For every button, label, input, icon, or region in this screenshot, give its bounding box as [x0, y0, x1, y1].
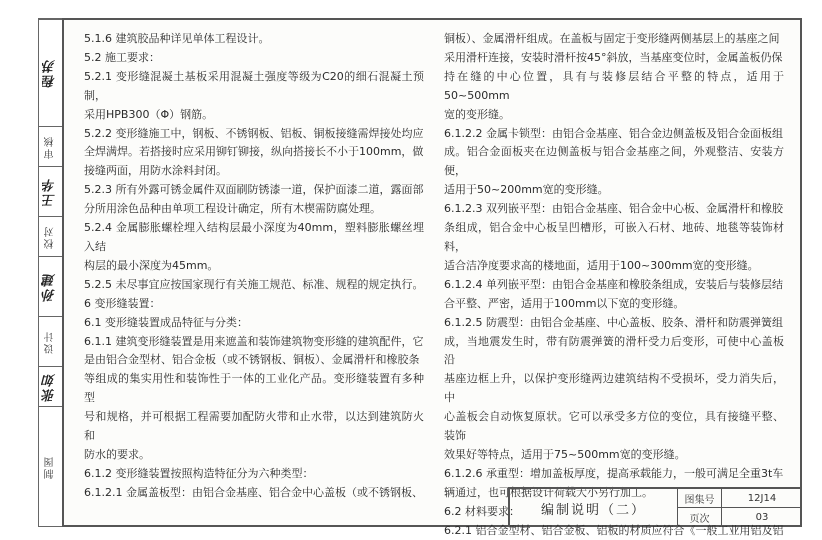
signature: 张如 — [43, 371, 58, 402]
title-block — [508, 487, 802, 527]
strip-label: 制图 — [45, 454, 56, 479]
left-text-column — [84, 30, 424, 503]
text-line: 5.2.3 所有外露可锈金属件双面刷防锈漆一道，保护面漆二道，露面部 — [84, 183, 424, 197]
strip-signature-drafting — [39, 366, 62, 406]
signature-strip — [38, 18, 62, 527]
text-line: 成，当地震发生时，带有防震弹簧的滑杆受力后变形，可使中心盖板沿 — [444, 334, 784, 367]
text-line: 适合洁净度要求高的楼地面，适用于100~300mm宽的变形缝。 — [444, 258, 759, 272]
text-line: 6.1 变形缝装置成品特征与分类： — [84, 315, 248, 329]
signature: 程苏 — [43, 58, 58, 88]
page-number-value: 03 — [755, 512, 769, 523]
sheet-title: 编制说明（二） — [510, 489, 678, 527]
text-line: 条组成，铝合金中心板呈凹槽形，可嵌入石材、地砖、地毯等装饰材料， — [444, 221, 784, 253]
text-line: 持在缝的中心位置，具有与装修层结合平整的特点，适用于50~500mm — [444, 69, 784, 102]
text-line: 效果好等特点，适用于75~500mm宽的变形缝。 — [444, 447, 686, 461]
text-line: 6.1.2 变形缝装置按照构造特征分为六种类型： — [84, 466, 314, 480]
text-line: 5.2.1 变形缝混凝土基板采用混凝土强度等级为C20的细石混凝土预制， — [84, 69, 424, 102]
text-line: 构层的最小深度为45mm。 — [84, 258, 219, 272]
text-line: 是由铝合金型材、铝合金板（或不锈钢板、铜板）、金属滑杆和橡胶条 — [84, 353, 420, 367]
atlas-number-value: 12J14 — [722, 489, 802, 508]
text-line: 宽的变形缝。 — [444, 107, 510, 121]
text-line: 等组成的集实用性和装饰性于一体的工业化产品。变形缝装置有多种型 — [84, 372, 424, 405]
text-line: 6.1.2.2 金属卡锁型：由铝合金基座、铝合金边侧盖板及铝合金面板组 — [444, 126, 783, 140]
strip-label: 校对 — [45, 224, 56, 249]
text-line: 5.2 施工要求： — [84, 50, 160, 64]
text-line: 6.1.2.1 金属盖板型：由铝合金基座、铝合金中心盖板（或不锈钢板、 — [84, 485, 423, 499]
text-line: 5.1.6 建筑胶品种详见单体工程设计。 — [84, 32, 270, 45]
strip-cell-drafting — [39, 406, 62, 526]
right-text-column — [444, 30, 784, 540]
text-line: 6.1.2.5 防震型：由铝合金基座、中心盖板、胶条、滑杆和防震弹簧组 — [444, 315, 783, 329]
text-line: 全焊满焊。若搭接时应采用铆钉铆接，纵向搭接长不小于100mm，做 — [84, 145, 424, 159]
text-line: 成。铝合金面板夹在边侧盖板与铝合金基座之间，外观整洁、安装方便， — [444, 145, 784, 178]
signature: 王华 — [43, 176, 58, 207]
strip-signature-review — [39, 19, 62, 126]
signature: 孙建 — [43, 271, 58, 302]
text-line: 采用HPB300（Φ）钢筋。 — [84, 107, 214, 121]
atlas-number-label: 图集号 — [678, 489, 722, 508]
text-line: 接缝两面，用防水涂料封闭。 — [84, 164, 227, 178]
text-line: 辆通过，也可根据设计荷载大小另行加工。 — [444, 485, 653, 499]
text-line: 5.2.4 金属膨胀螺栓埋入结构层最小深度为40mm，塑料膨胀螺丝埋入结 — [84, 221, 424, 253]
text-line: 5.2.2 变形缝施工中，钢板、不锈钢板、铝板、铜板接缝需焊接处均应 — [84, 126, 424, 140]
text-line: 基座边框上升，以保护变形缝两边建筑结构不受损坏，受力消失后，中 — [444, 372, 784, 405]
text-line: 适用于50~200mm宽的变形缝。 — [444, 183, 609, 197]
text-line: 6.2.1 铝合金型材、铝合金板、铝板的材质应符合《一般工业用铝及铝 — [444, 523, 784, 537]
text-line: 号和规格，并可根据工程需要加配防火带和止水带，以达到建筑防火和 — [84, 410, 424, 443]
strip-signature-proofread — [39, 166, 62, 216]
text-line: 心盖板会自动恢复原状。它可以承受多方位的变位，具有接缝平整、装饰 — [444, 410, 784, 443]
page-number-label: 页次 — [678, 508, 722, 527]
text-line: 6 变形缝装置： — [84, 296, 161, 310]
strip-signature-design — [39, 256, 62, 316]
text-line: 6.1.1 建筑变形缝装置是用来遮盖和装饰建筑物变形缝的建筑配件，它 — [84, 334, 424, 348]
strip-label: 设计 — [45, 329, 56, 354]
text-line: 6.1.2.6 承重型：增加盖板厚度，提高承载能力，一般可满足全重3t车 — [444, 466, 784, 480]
text-line: 铜板）、金属滑杆组成。在盖板与固定于变形缝两侧基层上的基座之间 — [444, 32, 780, 45]
strip-label: 审核 — [45, 134, 56, 159]
text-line: 分所用涂色品种由单项工程设计确定，所有木楔需防腐处理。 — [84, 202, 381, 216]
text-line: 采用滑杆连接，安装时滑杆按45°斜放，当基座变位时，金属盖板仍保 — [444, 50, 783, 64]
strip-cell-design — [39, 316, 62, 366]
text-line: 防水的要求。 — [84, 447, 150, 461]
text-line: 合平整、严密，适用于100mm以下宽的变形缝。 — [444, 296, 685, 310]
strip-cell-review — [39, 126, 62, 166]
text-line: 6.1.2.3 双列嵌平型：由铝合金基座、铝合金中心板、金属滑杆和橡胶 — [444, 202, 783, 216]
strip-cell-proofread — [39, 216, 62, 256]
text-line: 6.2 材料要求： — [444, 504, 520, 518]
text-line: 6.1.2.4 单列嵌平型：由铝合金基座和橡胶条组成，安装后与装修层结 — [444, 277, 783, 291]
text-line: 5.2.5 未尽事宜应按国家现行有关施工规范、标准、规程的规定执行。 — [84, 277, 424, 291]
